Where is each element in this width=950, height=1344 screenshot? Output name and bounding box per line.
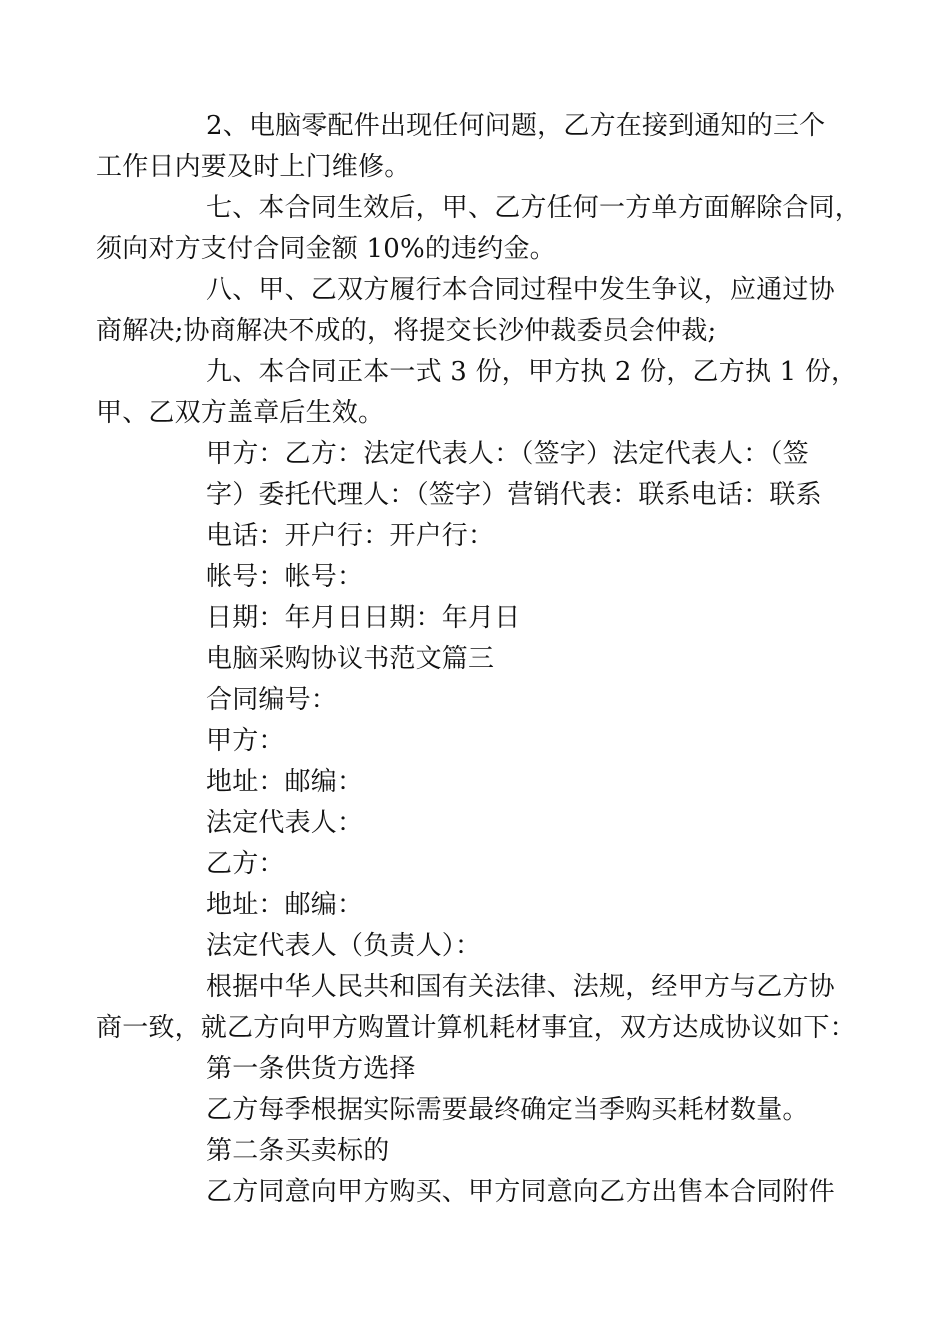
- party-b-line: 乙方：: [206, 849, 285, 879]
- preamble-line: 商一致，就乙方向甲方购置计算机耗材事宜，双方达成协议如下：: [96, 1013, 856, 1043]
- article-text: 乙方同意向甲方购买、甲方同意向乙方出售本合同附件: [206, 1177, 835, 1207]
- section-heading: 电脑采购协议书范文篇三: [206, 644, 495, 674]
- clause-line: 甲、乙双方盖章后生效。: [96, 398, 385, 428]
- clause-line: 九、本合同正本一式 3 份，甲方执 2 份，乙方执 1 份，: [206, 357, 858, 387]
- clause-line: 七、本合同生效后，甲、乙方任何一方单方面解除合同，: [206, 193, 862, 223]
- clause-line: 八、甲、乙双方履行本合同过程中发生争议，应通过协: [206, 275, 835, 305]
- article-text: 乙方每季根据实际需要最终确定当季购买耗材数量。: [206, 1095, 809, 1125]
- clause-line: 商解决;协商解决不成的，将提交长沙仲裁委员会仲裁;: [96, 316, 717, 346]
- date-line: 日期：年月日日期：年月日: [206, 603, 521, 633]
- article-heading: 第一条供货方选择: [206, 1054, 416, 1084]
- preamble-line: 根据中华人民共和国有关法律、法规，经甲方与乙方协: [206, 972, 835, 1002]
- document-body: [96, 106, 866, 1213]
- contract-number-line: 合同编号：: [206, 685, 338, 715]
- legal-rep-line: 法定代表人（负责人）：: [206, 931, 482, 961]
- signature-line: 甲方：乙方：法定代表人：（签字）法定代表人：（签: [206, 439, 809, 469]
- article-heading: 第二条买卖标的: [206, 1136, 390, 1166]
- address-line: 地址：邮编：: [206, 767, 364, 797]
- signature-line: 电话：开户行：开户行：: [206, 521, 495, 551]
- clause-line: 2、电脑零配件出现任何问题，乙方在接到通知的三个: [206, 111, 826, 141]
- account-line: 帐号：帐号：: [206, 562, 364, 592]
- clause-line: 须向对方支付合同金额 10%的违约金。: [96, 234, 556, 264]
- legal-rep-line: 法定代表人：: [206, 808, 364, 838]
- signature-line: 字）委托代理人：（签字）营销代表：联系电话：联系: [206, 480, 822, 510]
- party-a-line: 甲方：: [206, 726, 285, 756]
- clause-line: 工作日内要及时上门维修。: [96, 152, 411, 182]
- address-line: 地址：邮编：: [206, 890, 364, 920]
